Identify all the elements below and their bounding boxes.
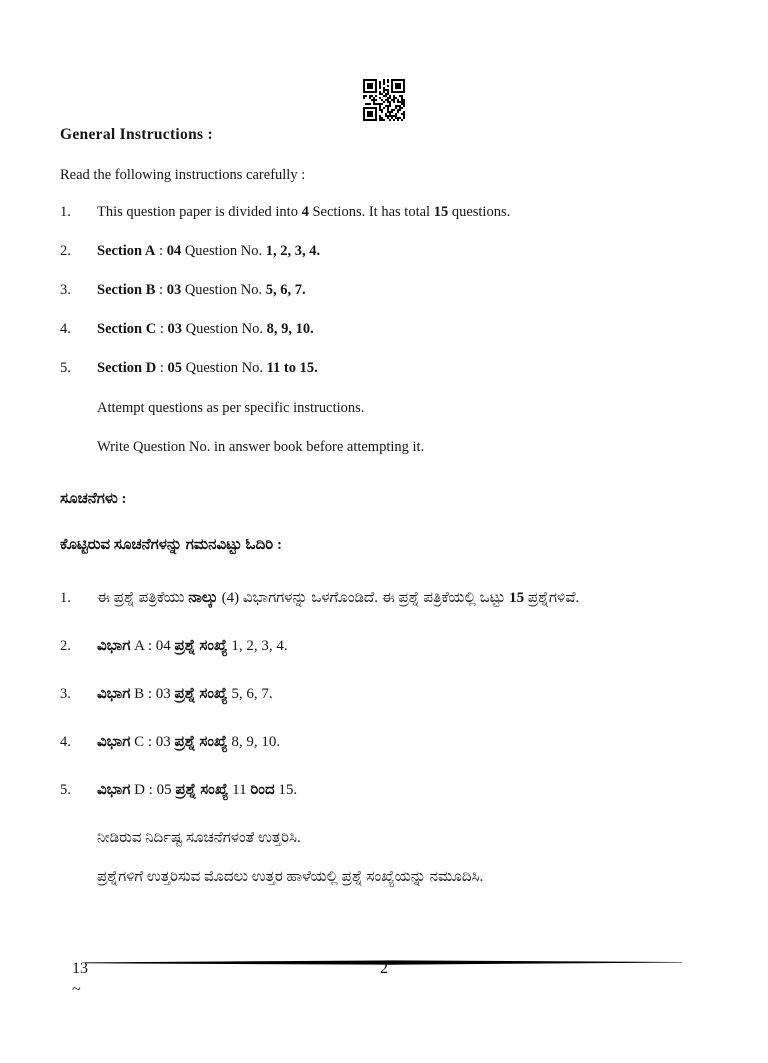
note-line: Write Question No. in answer book before attempting it. <box>97 439 425 455</box>
list-item <box>60 281 720 299</box>
item-text: Section C : 03 Question No. 8, 9, 10. <box>97 321 314 337</box>
item-number: 5. <box>60 782 71 798</box>
footer-tilde: ~ <box>72 981 81 998</box>
english-instruction-list <box>60 203 720 377</box>
item-text: Section A : 04 Question No. 1, 2, 3, 4. <box>97 243 321 259</box>
note-line: ಪ್ರಶ್ನೆಗಳಿಗೆ ಉತ್ತರಿಸುವ ಮೊದಲು ಉತ್ತರ ಹಾಳೆಯಲ್ಲಿ ಪ್ರಶ್ನೆ ಸಂಖ್ಯೆಯನ್ನು ನಮೂದಿಸಿ. <box>97 869 484 885</box>
item-number: 5. <box>60 360 71 376</box>
general-instructions-heading: General Instructions : <box>60 126 213 143</box>
item-text: ವಿಭಾಗ D : 05 ಪ್ರಶ್ನೆ ಸಂಖ್ಯೆ 11 ರಿಂದ 15. <box>97 782 298 798</box>
item-number: 4. <box>60 321 71 337</box>
kannada-section <box>60 489 720 890</box>
item-text: ವಿಭಾಗ B : 03 ಪ್ರಶ್ನೆ ಸಂಖ್ಯೆ 5, 6, 7. <box>97 686 273 702</box>
kannada-instruction-list <box>60 585 720 803</box>
instructions-intro: Read the following instructions carefully : <box>60 167 306 183</box>
note-line: Attempt questions as per specific instructions. <box>97 400 365 416</box>
list-item <box>60 633 720 659</box>
item-text: Section D : 05 Question No. 11 to 15. <box>97 360 318 376</box>
item-number: 1. <box>60 590 71 606</box>
page-content <box>60 126 720 903</box>
item-number: 2. <box>60 243 71 259</box>
item-text: ವಿಭಾಗ A : 04 ಪ್ರಶ್ನೆ ಸಂಖ್ಯೆ 1, 2, 3, 4. <box>97 638 288 654</box>
item-text: ವಿಭಾಗ C : 03 ಪ್ರಶ್ನೆ ಸಂಖ್ಯೆ 8, 9, 10. <box>97 734 281 750</box>
item-text: Section B : 03 Question No. 5, 6, 7. <box>97 282 306 298</box>
note-line: ನೀಡಿರುವ ನಿರ್ದಿಷ್ಟ ಸೂಚನೆಗಳಂತೆ ಉತ್ತರಿಸಿ. <box>97 830 301 846</box>
list-item <box>60 585 720 611</box>
item-number: 3. <box>60 282 71 298</box>
item-number: 2. <box>60 638 71 654</box>
list-item <box>60 729 720 755</box>
footer-page-number: 2 <box>380 960 388 977</box>
item-number: 1. <box>60 204 71 220</box>
kannada-intro: ಕೊಟ್ಟಿರುವ ಸೂಚನೆಗಳನ್ನು ಗಮನವಿಟ್ಟು ಓದಿರಿ : <box>60 537 282 553</box>
item-text: ಈ ಪ್ರಶ್ನೆ ಪತ್ರಿಕೆಯು ನಾಲ್ಕು (4) ವಿಭಾಗಗಳನ್ನು ಒಳಗೊಂಡಿದೆ. ಈ ಪ್ರಶ್ನೆ ಪತ್ರಿಕೆಯಲ್ಲಿ ಒಟ್ಟು 15 ಪ್ರಶ್ನೆಗಳಿವೆ. <box>97 590 580 606</box>
list-item <box>60 320 720 338</box>
footer-left-number: 13 <box>72 960 88 977</box>
list-item <box>60 359 720 377</box>
list-item <box>60 681 720 707</box>
item-text: This question paper is divided into 4 Sections. It has total 15 questions. <box>97 204 511 220</box>
item-number: 3. <box>60 686 71 702</box>
english-notes <box>97 399 720 456</box>
kannada-notes <box>97 825 720 890</box>
list-item <box>60 203 720 221</box>
qr-code-icon <box>363 78 405 122</box>
item-number: 4. <box>60 734 71 750</box>
kannada-instructions-heading: ಸೂಚನೆಗಳು : <box>60 491 127 507</box>
list-item <box>60 242 720 260</box>
list-item <box>60 777 720 803</box>
